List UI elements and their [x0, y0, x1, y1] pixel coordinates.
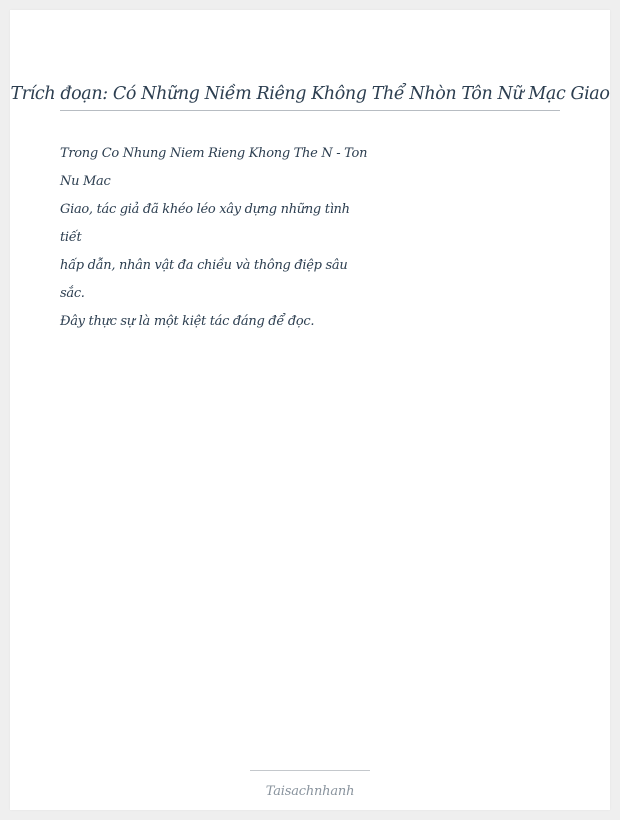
excerpt-line: tiết [60, 230, 82, 245]
excerpt-line: sắc. [60, 286, 85, 301]
excerpt-line: hấp dẫn, nhân vật đa chiều và thông điệp sâu [60, 258, 348, 273]
footer-site-name: Taisachnhanh [265, 784, 355, 799]
document-page [10, 10, 610, 810]
title-divider [60, 110, 560, 111]
excerpt-line: Đây thực sự là một kiệt tác đáng để đọc. [60, 314, 315, 329]
page-title: Trích đoạn: Có Những Niềm Riêng Không Thể Nhòn Tôn Nữ Mạc Giao [10, 84, 610, 104]
excerpt-line: Giao, tác giả đã khéo léo xây dựng những tình [60, 202, 350, 217]
excerpt-line: Nu Mac [60, 174, 111, 189]
footer-divider [250, 770, 370, 771]
excerpt-body [60, 143, 420, 339]
excerpt-line: Trong Co Nhung Niem Rieng Khong The N - Ton [60, 146, 368, 161]
